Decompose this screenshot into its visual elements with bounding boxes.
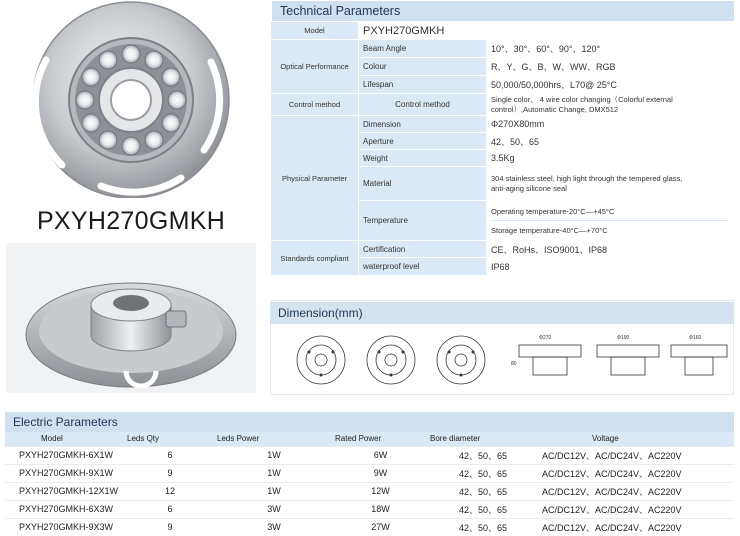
cell-voltage: AC/DC12V、AC/DC24V、AC220V xyxy=(538,518,734,536)
cell-voltage: AC/DC12V、AC/DC24V、AC220V xyxy=(538,464,734,482)
beam-angle-label: Beam Angle xyxy=(359,40,487,58)
cell-leds-power: 1W xyxy=(215,482,333,500)
temperature-storage: Storage temperature-40°C—+70°C xyxy=(491,225,608,235)
beam-angle-value: 10°、30°、60°、90°、120° xyxy=(487,40,734,58)
col-bore-diameter-header: Bore diameter xyxy=(428,432,538,446)
table-row xyxy=(271,116,734,133)
material-line-2: anti-aging silicone seal xyxy=(491,183,567,193)
waterproof-value: IP68 xyxy=(487,258,734,276)
dimension-value: Φ270X80mm xyxy=(487,116,734,133)
cell-bore-diameter: 42、50、65 xyxy=(428,500,538,518)
model-label: Model xyxy=(271,22,359,40)
material-line-1: 304 stainless steel, high light through the tempered glass, xyxy=(491,173,683,183)
cell-rated-power: 6W xyxy=(333,446,428,464)
cell-voltage: AC/DC12V、AC/DC24V、AC220V xyxy=(538,446,734,464)
standards-compliant-label: Standards compliant xyxy=(271,241,359,276)
cell-bore-diameter: 42、50、65 xyxy=(428,518,538,536)
table-row xyxy=(271,22,734,40)
cell-leds-power: 1W xyxy=(215,446,333,464)
dim-label-d270: Φ270 xyxy=(539,335,552,341)
control-method-line-1: Single color、 4 wire color changing（Colorful external xyxy=(491,94,673,104)
electric-parameters-table xyxy=(5,432,734,536)
cell-leds-power: 1W xyxy=(215,464,333,482)
lifespan-label: Lifespan xyxy=(359,76,487,94)
cell-bore-diameter: 42、50、65 xyxy=(428,446,538,464)
cell-leds-power: 3W xyxy=(215,500,333,518)
weight-label: Weight xyxy=(359,150,487,167)
cell-model: PXYH270GMKH-6X3W xyxy=(5,500,125,518)
table-row xyxy=(5,464,734,482)
product-side-view-image xyxy=(6,243,256,393)
certification-label: Certification xyxy=(359,241,487,258)
cell-rated-power: 9W xyxy=(333,464,428,482)
certification-value: CE、RoHs、ISO9001、IP68 xyxy=(487,241,734,258)
cell-model: PXYH270GMKH-12X1W xyxy=(5,482,125,500)
cell-rated-power: 27W xyxy=(333,518,428,536)
material-value xyxy=(487,167,734,201)
aperture-label: Aperture xyxy=(359,133,487,150)
waterproof-label: waterproof level xyxy=(359,258,487,276)
temperature-label: Temperature xyxy=(359,201,487,241)
control-method-label: Control method xyxy=(271,94,359,116)
cell-leds-qty: 6 xyxy=(125,500,215,518)
col-model-header: Model xyxy=(5,432,125,446)
col-rated-power-header: Rated Power xyxy=(333,432,428,446)
aperture-value: 42、50、65 xyxy=(487,133,734,150)
colour-label: Colour xyxy=(359,58,487,76)
cell-leds-qty: 9 xyxy=(125,464,215,482)
lifespan-value: 50,000/50,000hrs、L70@ 25°C xyxy=(487,76,734,94)
product-photo-side xyxy=(6,243,256,393)
product-model-caption: PXYH270GMKH xyxy=(36,207,226,235)
model-value: PXYH270GMKH xyxy=(359,22,734,40)
table-row xyxy=(5,446,734,464)
control-method-line-2: control）,Automatic Change, DMX512 xyxy=(491,104,619,114)
table-row xyxy=(271,94,734,116)
technical-parameters-table xyxy=(270,21,734,276)
colour-value: R、Y、G、B、W、WW、RGB xyxy=(487,58,734,76)
dimension-label: Dimension xyxy=(359,116,487,133)
dimension-title: Dimension(mm) xyxy=(270,302,734,324)
cell-leds-qty: 12 xyxy=(125,482,215,500)
col-leds-power-header: Leds Power xyxy=(215,432,333,446)
table-row xyxy=(271,40,734,58)
cell-leds-qty: 9 xyxy=(125,518,215,536)
control-method-value xyxy=(487,94,734,116)
electric-parameters-title: Electric Parameters xyxy=(5,412,734,432)
dimension-drawings xyxy=(271,325,733,395)
cell-leds-qty: 6 xyxy=(125,446,215,464)
physical-parameter-label: Physical Parameter xyxy=(271,116,359,241)
cell-leds-power: 3W xyxy=(215,518,333,536)
control-method-sub-label: Control method xyxy=(359,94,487,116)
cell-bore-diameter: 42、50、65 xyxy=(428,482,538,500)
cell-model: PXYH270GMKH-6X1W xyxy=(5,446,125,464)
optical-performance-label: Optical Performance xyxy=(271,40,359,94)
cell-voltage: AC/DC12V、AC/DC24V、AC220V xyxy=(538,500,734,518)
table-row xyxy=(271,241,734,258)
table-row xyxy=(5,482,734,500)
col-voltage-header: Voltage xyxy=(538,432,734,446)
table-row xyxy=(5,500,734,518)
col-leds-qty-header: Leds Qty xyxy=(125,432,215,446)
cell-rated-power: 12W xyxy=(333,482,428,500)
material-label: Material xyxy=(359,167,487,201)
dim-label-d190: Φ190 xyxy=(617,335,630,341)
cell-model: PXYH270GMKH-9X3W xyxy=(5,518,125,536)
product-top-view-image xyxy=(6,0,256,198)
table-header-row xyxy=(5,432,734,446)
cell-bore-diameter: 42、50、65 xyxy=(428,464,538,482)
cell-voltage: AC/DC12V、AC/DC24V、AC220V xyxy=(538,482,734,500)
temperature-operating: Operating temperature-20°C—+45°C xyxy=(491,202,729,221)
weight-value: 3.5Kg xyxy=(487,150,734,167)
dim-label-d160: Φ160 xyxy=(689,335,702,341)
table-row xyxy=(5,518,734,536)
dim-label-height: 80 xyxy=(511,361,517,367)
product-photo-top xyxy=(6,0,256,198)
technical-parameters-title: Technical Parameters xyxy=(272,1,734,21)
cell-rated-power: 18W xyxy=(333,500,428,518)
temperature-value xyxy=(487,201,734,241)
cell-model: PXYH270GMKH-9X1W xyxy=(5,464,125,482)
